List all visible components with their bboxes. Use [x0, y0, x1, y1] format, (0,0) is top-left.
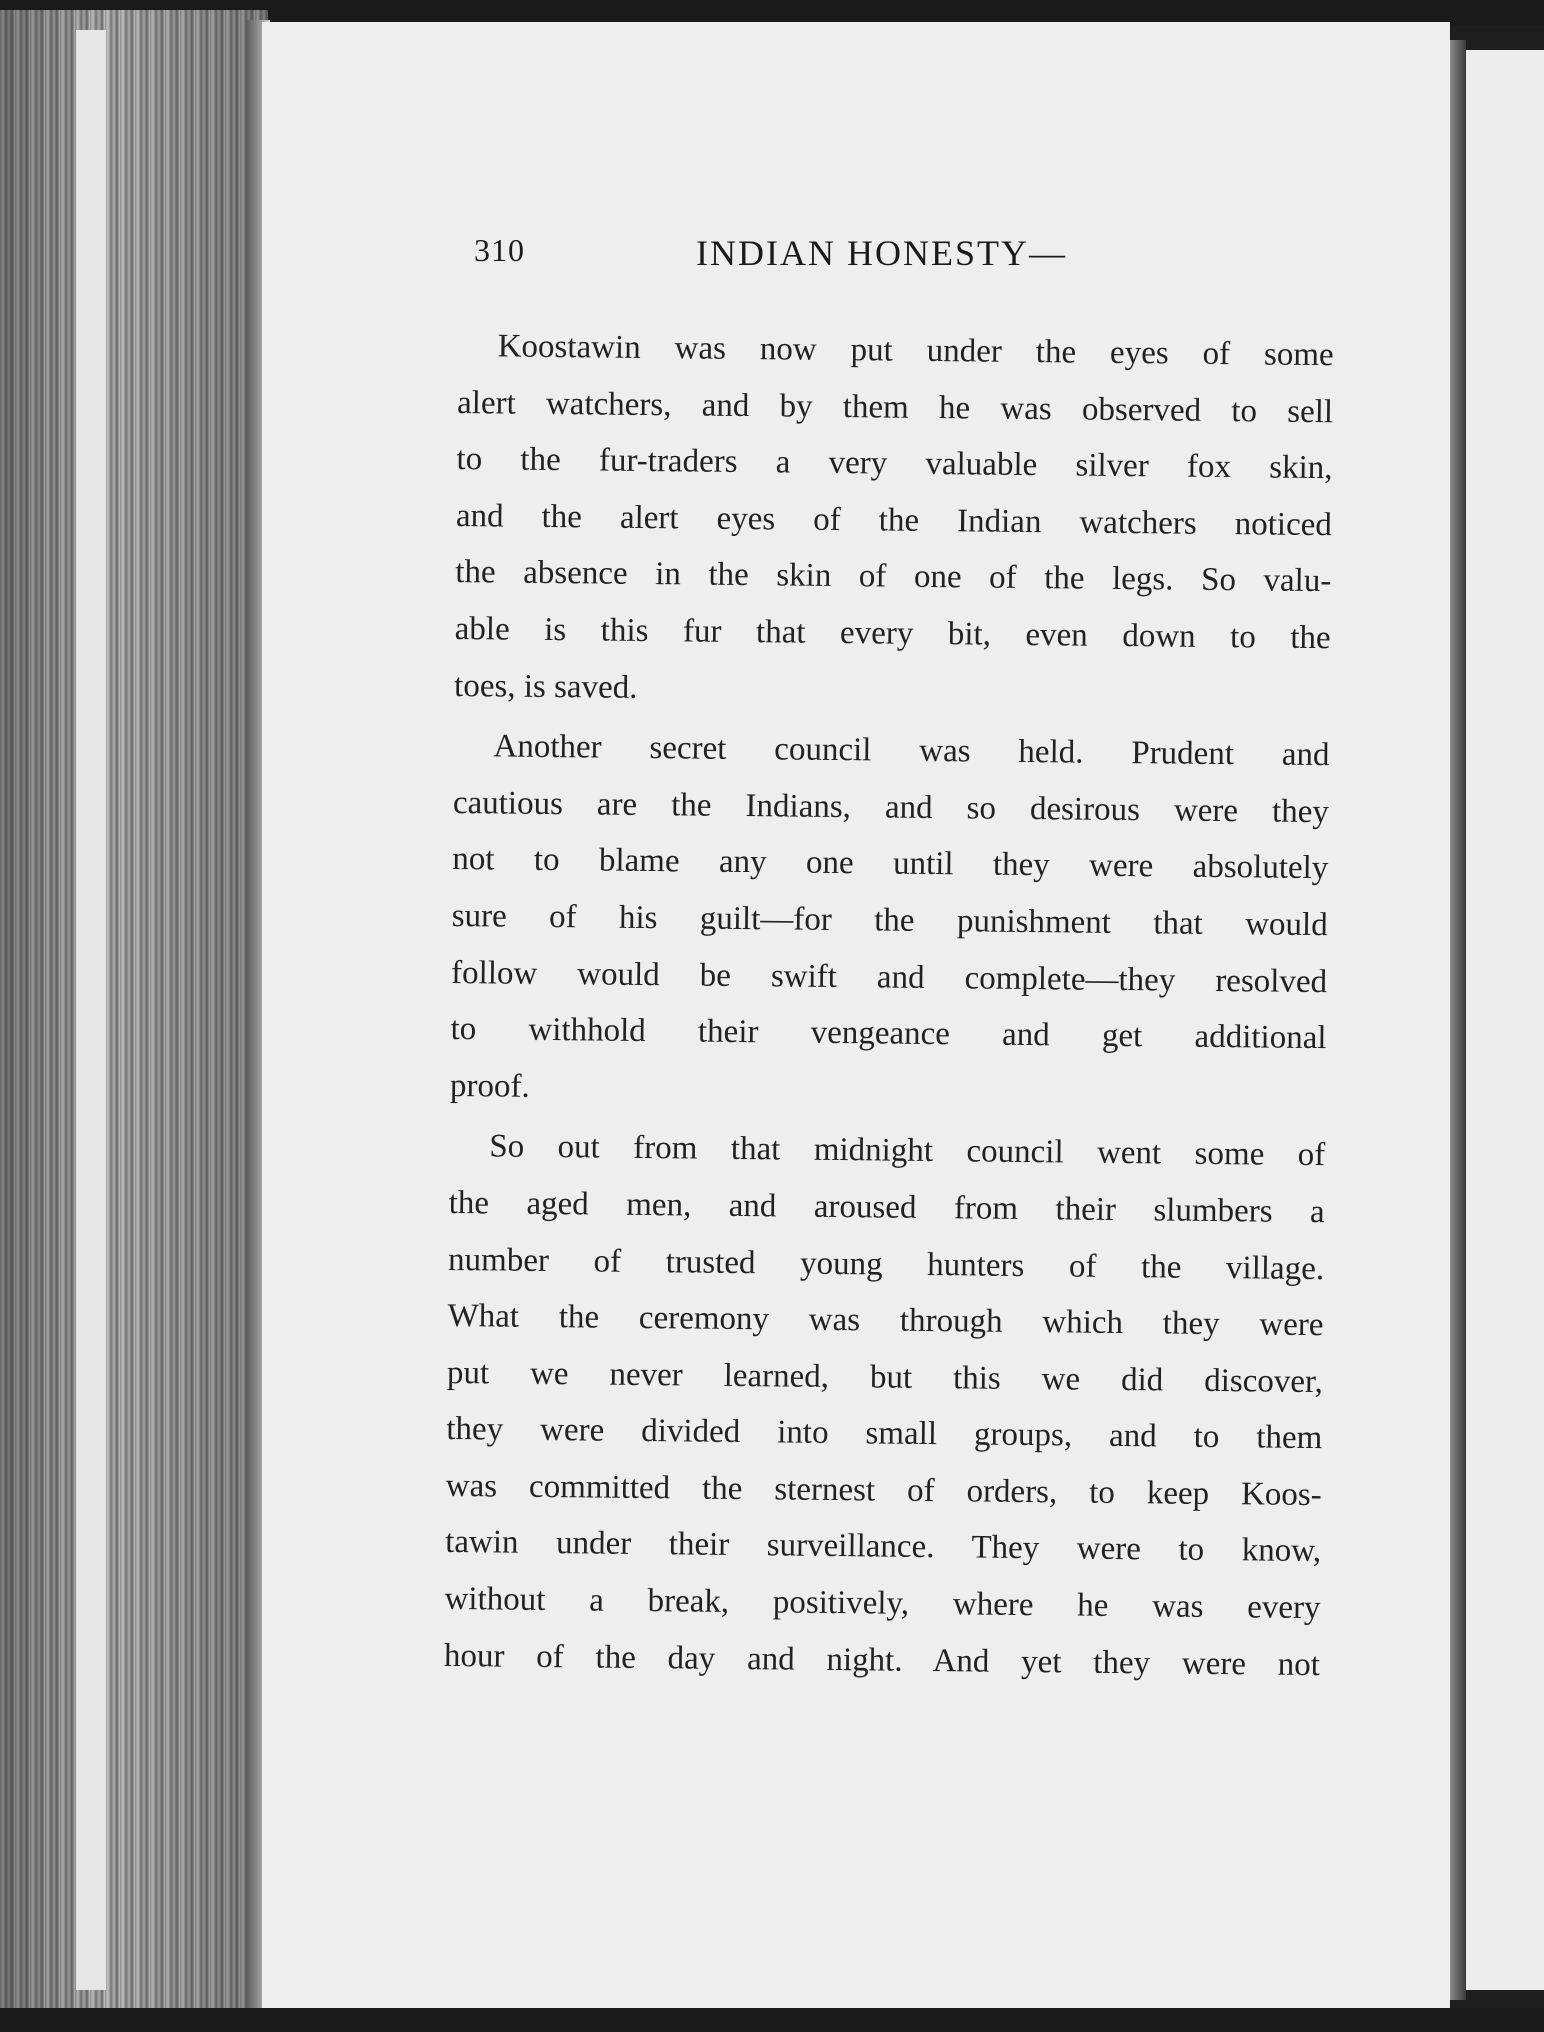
- text-line: to withhold their vengeance and get additional: [450, 1011, 1327, 1057]
- scan-bottom-border: [0, 2008, 1544, 2032]
- text-line: toes, is saved.: [453, 667, 638, 706]
- text-line: not to blame any one until they were absolutely: [452, 841, 1329, 887]
- page-stack-edges: [0, 10, 268, 2010]
- page-right-edge: [1450, 40, 1466, 2000]
- text-line: to the fur-traders a very valuable silver fox skin,: [456, 441, 1333, 487]
- text-line: the absence in the skin of one of the legs. So valu-: [455, 554, 1332, 600]
- text-line: cautious are the Indians, and so desirous were they: [452, 784, 1330, 830]
- text-line: follow would be swift and complete—they resolved: [450, 954, 1328, 1000]
- page-stack-highlight: [76, 30, 106, 1990]
- body-text: [444, 318, 1334, 1693]
- text-line: So out from that midnight council went some of: [489, 1128, 1326, 1174]
- running-title: INDIAN HONESTY—: [696, 233, 1067, 273]
- text-line: able is this fur that every bit, even down to the: [454, 610, 1331, 657]
- text-line: hour of the day and night. And yet they were not: [443, 1637, 1321, 1683]
- text-line: tawin under their surveillance. They were to know,: [444, 1524, 1322, 1570]
- text-line: proof.: [449, 1067, 530, 1105]
- text-line: Another secret council was held. Prudent and: [493, 728, 1330, 774]
- text-line: the aged men, and aroused from their slumbers a: [448, 1184, 1325, 1231]
- text-line: sure of his guilt—for the punishment that would: [451, 897, 1328, 944]
- text-line: Koostawin was now put under the eyes of some: [497, 328, 1334, 374]
- text-line: and the alert eyes of the Indian watchers noticed: [455, 497, 1333, 543]
- text-line: they were divided into small groups, and to them: [446, 1411, 1323, 1457]
- text-line: put we never learned, but this we did discover,: [446, 1354, 1324, 1400]
- text-line: number of trusted young hunters of the village.: [447, 1241, 1325, 1287]
- page-header: [474, 232, 1334, 292]
- text-line: without a break, positively, where he was every: [444, 1580, 1321, 1627]
- page-number: 310: [474, 232, 525, 268]
- text-line: was committed the sternest of orders, to keep Koos-: [445, 1467, 1322, 1513]
- facing-page-edge: [1466, 50, 1544, 1990]
- text-line: alert watchers, and by them he was observed to sell: [456, 384, 1334, 430]
- text-line: What the ceremony was through which they were: [447, 1298, 1324, 1344]
